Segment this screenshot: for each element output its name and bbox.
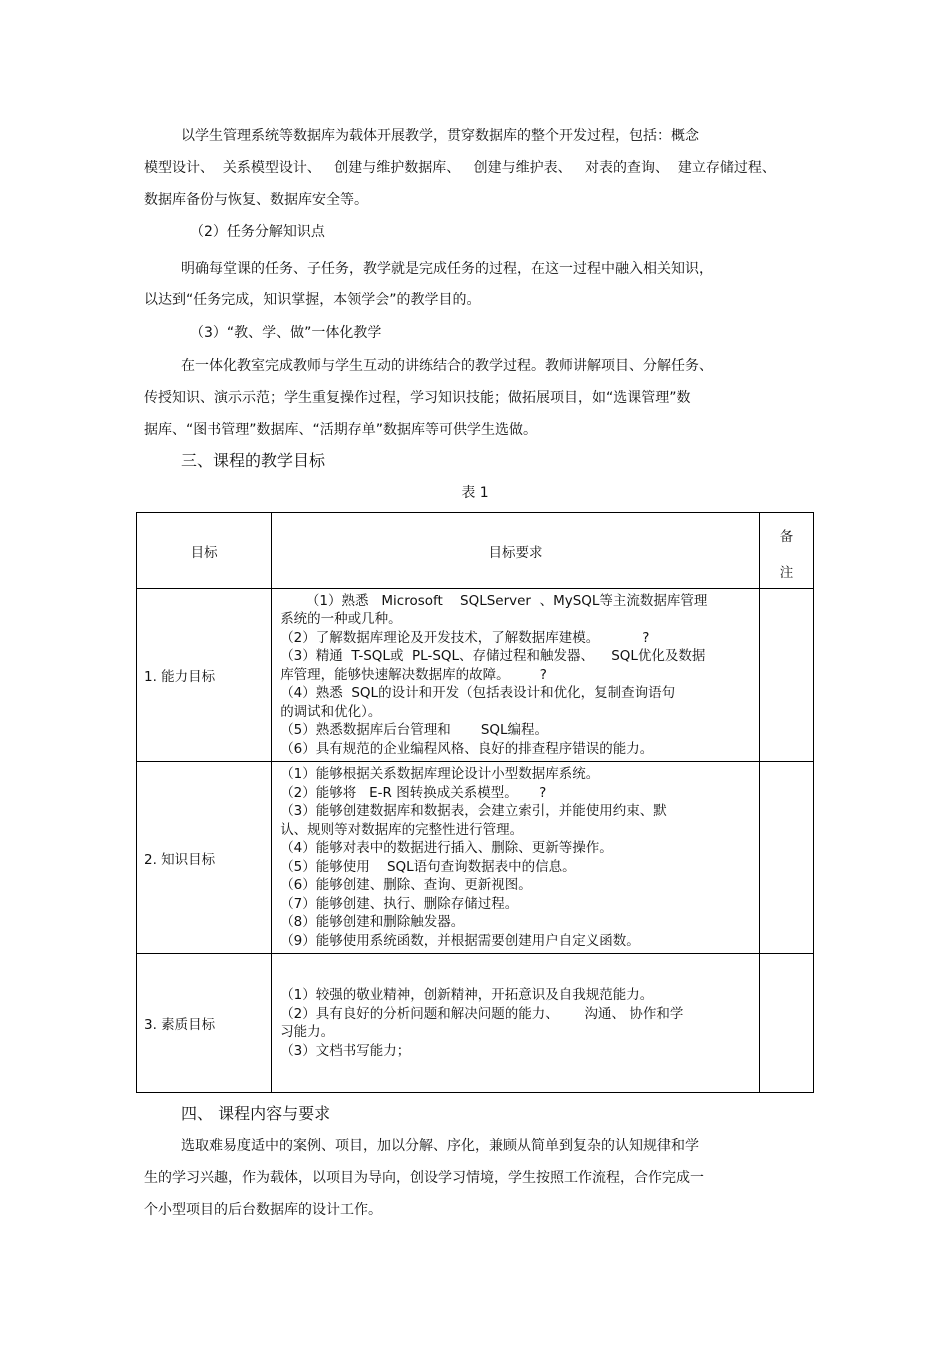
- requirement-line: （4）能够对表中的数据进行插入、删除、更新等操作。: [280, 840, 613, 856]
- heading-course-content: 四、 课程内容与要求: [181, 1104, 331, 1123]
- requirement-line: （3）能够创建数据库和数据表，会建立索引，并能使用约束、默: [280, 803, 667, 819]
- requirement-line: （5）能够使用 SQL语句查询数据表中的信息。: [280, 858, 576, 875]
- requirement-line: （4）熟悉 SQL的设计和开发（包括表设计和优化，复制查询语句: [280, 685, 676, 702]
- requirement-line: （3）精通 T-SQL或 PL-SQL、存储过程和触发器、 SQL优化及数据: [280, 648, 706, 665]
- requirement-line: （6）具有规范的企业编程风格、良好的排查程序错误的能力。: [280, 740, 654, 757]
- requirement-line: （1）能够根据关系数据库理论设计小型数据库系统。: [280, 766, 600, 782]
- requirement-line: （2）能够将 E-R 图转换成关系模型。 ?: [280, 784, 547, 801]
- intro-line-1: 以学生管理系统等数据库为载体开展教学，贯穿数据库的整个开发过程，包括：概念: [181, 128, 699, 144]
- table-row: [137, 762, 814, 954]
- requirement-line: （7）能够创建、执行、删除存储过程。: [280, 895, 519, 912]
- requirement-line: 认、规则等对数据库的完整性进行管理。: [280, 821, 524, 838]
- intro-line-3: 数据库备份与恢复、数据库安全等。: [144, 192, 368, 208]
- table-header-row: [137, 513, 814, 589]
- heading-teaching-goals: 三、课程的教学目标: [181, 451, 326, 470]
- requirement-line: （8）能够创建和删除触发器。: [280, 914, 465, 930]
- section-3-line-2: 传授知识、演示示范；学生重复操作过程，学习知识技能；做拓展项目，如“选课管理”数: [144, 390, 691, 406]
- goals-table: [136, 512, 814, 1093]
- header-note-char-2: 注: [779, 565, 794, 581]
- section-2-line-2: 以达到“任务完成，知识掌握，本领学会”的教学目的。: [144, 292, 481, 308]
- intro-line-2: 模型设计、 关系模型设计、 创建与维护数据库、 创建与维护表、 对表的查询、 建立存储过程、: [144, 160, 776, 176]
- table-row: [137, 589, 814, 762]
- section-3-title: （3）“教、学、做”一体化教学: [190, 325, 382, 341]
- section-3-line-1: 在一体化教室完成教师与学生互动的讲练结合的教学过程。教师讲解项目、分解任务、: [181, 358, 713, 374]
- requirement-line: （9）能够使用系统函数，并根据需要创建用户自定义函数。: [280, 932, 640, 949]
- section-2-title: （2）任务分解知识点: [190, 224, 325, 240]
- section-2-line-1: 明确每堂课的任务、子任务，教学就是完成任务的过程，在这一过程中融入相关知识，: [181, 261, 713, 277]
- header-requirement: 目标要求: [272, 513, 760, 589]
- requirement-line: 习能力。: [280, 1024, 335, 1040]
- note-cell: [759, 954, 813, 1093]
- section-4-line-1: 选取难易度适中的案例、项目，加以分解、序化，兼顾从简单到复杂的认知规律和学: [181, 1138, 699, 1154]
- section-4-line-3: 个小型项目的后台数据库的设计工作。: [144, 1202, 382, 1218]
- requirement-line: 库管理，能够快速解决数据库的故障。 ?: [280, 666, 547, 683]
- requirement-line: （3）文档书写能力；: [280, 1042, 411, 1059]
- header-note: [759, 513, 813, 589]
- table-row: [137, 954, 814, 1093]
- section-3-line-3: 据库、“图书管理”数据库、“活期存单”数据库等可供学生选做。: [144, 422, 538, 438]
- goal-label-knowledge: 2. 知识目标: [137, 762, 272, 954]
- header-goal: 目标: [137, 513, 272, 589]
- table-caption: 表 1: [461, 485, 489, 501]
- requirements-ability: [272, 589, 760, 762]
- requirement-line: （5）熟悉数据库后台管理和 SQL编程。: [280, 722, 549, 739]
- goal-label-ability: 1. 能力目标: [137, 589, 272, 762]
- requirement-line: 系统的一种或几种。: [280, 611, 402, 628]
- requirement-line: （6）能够创建、删除、查询、更新视图。: [280, 877, 532, 893]
- section-4-line-2: 生的学习兴趣，作为载体，以项目为导向，创设学习情境，学生按照工作流程，合作完成一: [144, 1170, 704, 1186]
- requirement-line: （1）较强的敬业精神，创新精神，开拓意识及自我规范能力。: [280, 987, 654, 1003]
- requirements-quality: [272, 954, 760, 1093]
- requirement-line: 的调试和优化）。: [280, 703, 382, 720]
- requirement-line: （2）了解数据库理论及开发技术，了解数据库建模。 ?: [280, 629, 650, 646]
- note-cell: [759, 762, 813, 954]
- requirements-knowledge: [272, 762, 760, 954]
- header-note-char-1: 备: [779, 529, 794, 545]
- requirement-line: （1）熟悉 Microsoft SQLServer 、MySQL等主流数据库管理: [280, 592, 708, 609]
- requirement-line: （2）具有良好的分析问题和解决问题的能力、 沟通、 协作和学: [280, 1005, 684, 1022]
- goal-label-quality: 3. 素质目标: [137, 954, 272, 1093]
- note-cell: [759, 589, 813, 762]
